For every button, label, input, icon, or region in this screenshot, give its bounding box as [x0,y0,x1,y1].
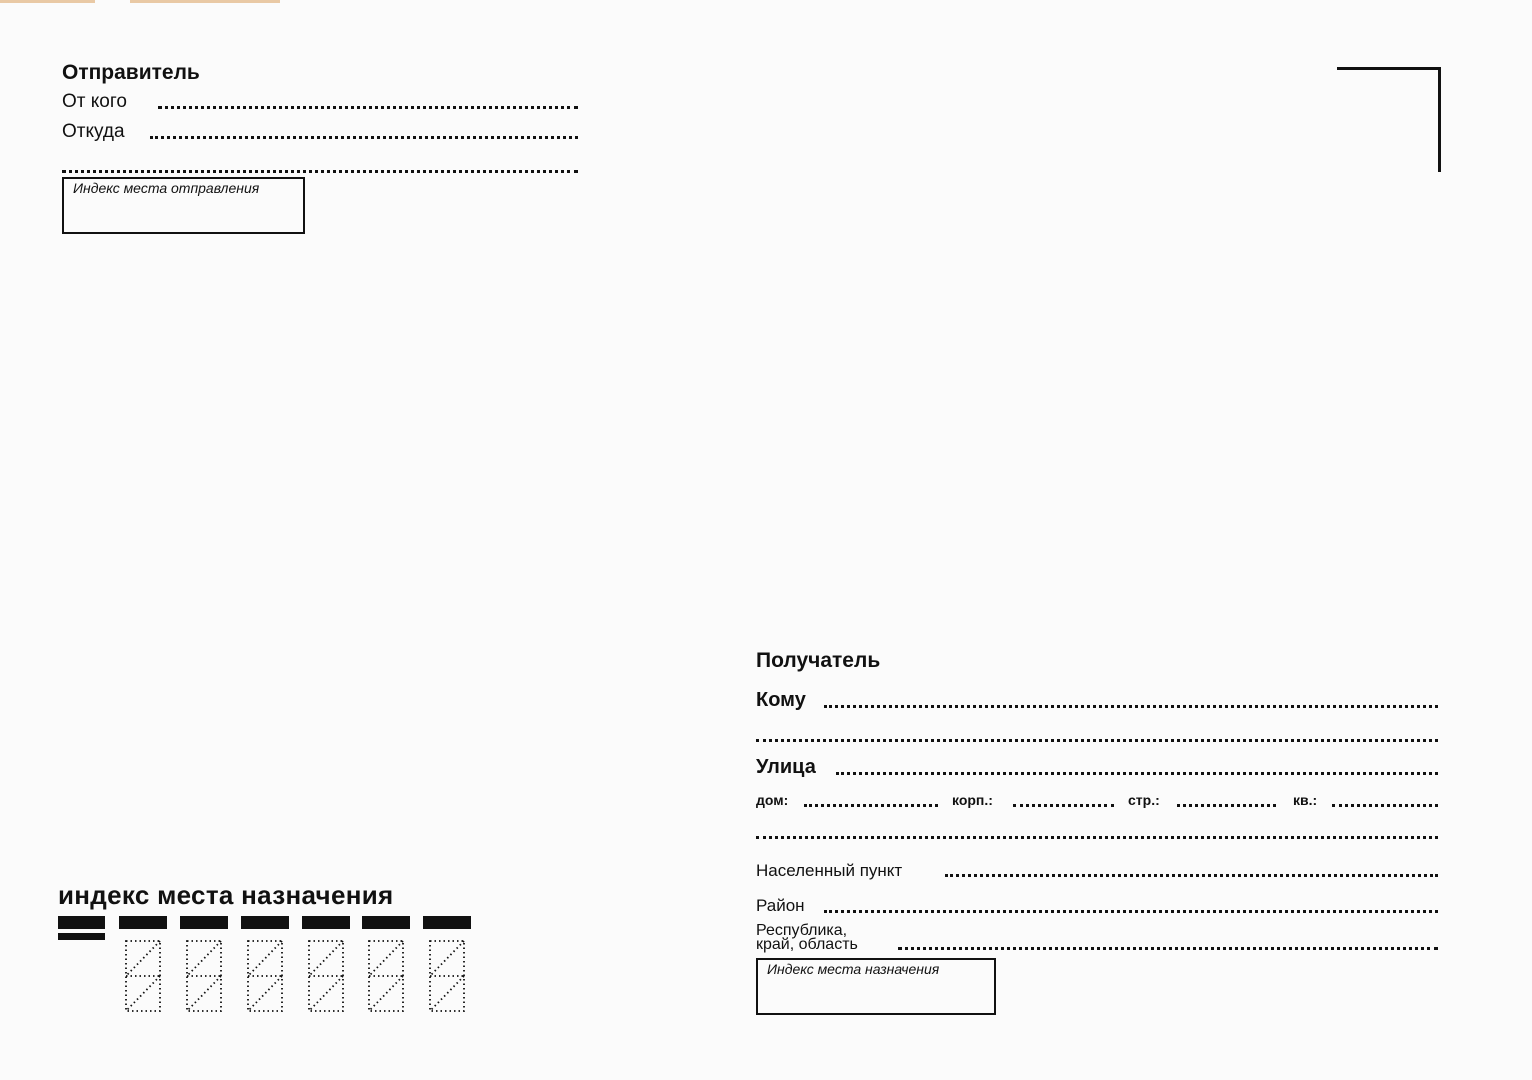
digit-guide-bar [241,916,289,929]
recipient-district-field[interactable] [824,910,1438,913]
recipient-street-label: Улица [756,756,816,778]
recipient-locality-field[interactable] [945,874,1438,877]
digit-guide-bar [423,916,471,929]
recipient-to-field[interactable] [824,705,1438,708]
recipient-building-label: корп.: [952,792,993,808]
recipient-building-field[interactable] [1013,804,1114,807]
sample-marker-bar [58,933,105,940]
recipient-index-box[interactable] [756,958,996,1015]
digit-guide-bar [362,916,410,929]
sender-index-box[interactable] [62,177,305,234]
sender-from-label: От кого [62,91,127,112]
sender-title: Отправитель [62,61,200,84]
postal-code-digit[interactable] [247,940,283,1012]
recipient-title: Получатель [756,649,881,672]
digit-guide-bar [119,916,167,929]
stamp-area-corner [1337,67,1441,172]
postal-code-digit[interactable] [308,940,344,1012]
recipient-to-field-line2[interactable] [756,739,1438,742]
recipient-to-label: Кому [756,689,806,711]
recipient-apartment-label: кв.: [1293,792,1318,808]
sample-marker-bar [58,916,105,929]
recipient-house-label: дом: [756,792,789,808]
sender-from-field[interactable] [158,106,578,109]
digit-guide-bar [302,916,350,929]
postal-code-digit[interactable] [368,940,404,1012]
sender-where-label: Откуда [62,121,125,142]
sender-where-field[interactable] [150,136,578,139]
recipient-region-label-line1: Республика, [756,922,848,939]
recipient-index-label: Индекс места назначения [767,961,940,977]
postal-code-digit[interactable] [186,940,222,1012]
digit-guide-bar [180,916,228,929]
postal-code-digit[interactable] [125,940,161,1012]
postal-code-title: индекс места назначения [58,880,394,910]
recipient-region-field[interactable] [898,947,1438,950]
sender-index-label: Индекс места отправления [73,180,260,196]
recipient-apartment-field[interactable] [1332,804,1438,807]
top-edge-strip [0,0,95,3]
postal-code-digit[interactable] [429,940,465,1012]
top-edge-strip [130,0,280,3]
recipient-street-field[interactable] [836,772,1438,775]
recipient-house-field[interactable] [804,804,938,807]
recipient-structure-label: стр.: [1128,792,1160,808]
recipient-structure-field[interactable] [1177,804,1276,807]
recipient-region-label-line2: край, область [756,936,858,953]
recipient-locality-label: Населенный пункт [756,861,903,880]
recipient-address-field-line[interactable] [756,836,1438,839]
recipient-district-label: Район [756,896,805,915]
sender-where-field-line2[interactable] [62,170,578,173]
